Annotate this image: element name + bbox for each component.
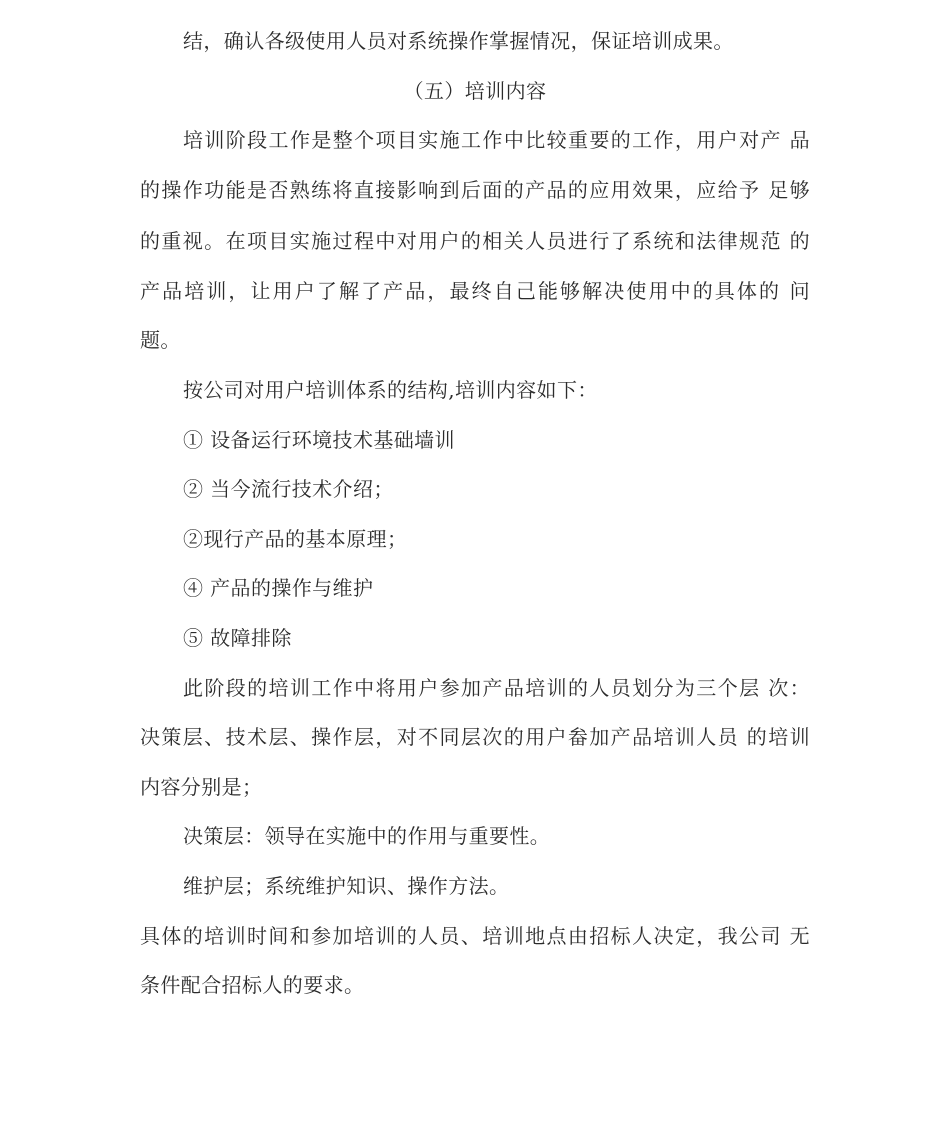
list-item: ① 设备运行环境技术基础墙训 [183, 428, 455, 452]
list-item: ④ 产品的操作与维护 [183, 576, 374, 600]
section-heading: （五）培训内容 [403, 79, 547, 103]
paragraph-line: 决策层、技术层、操作层，对不同层次的用户畚加产品培训人员 的培训 [140, 725, 810, 749]
list-item: ②现行产品的基本原理； [183, 527, 408, 551]
paragraph-line: 产品培训，让用户了解了产品，最终自己能够解决使用中的具体的 问 [140, 279, 810, 303]
paragraph-line: 决策层：领导在实施中的作用与重要性。 [183, 824, 551, 848]
paragraph-line: 按公司对用户培训体系的结构,培训内容如下： [183, 378, 598, 402]
paragraph-line: 具体的培训时间和参加培训的人员、培训地点由招标人决定，我公司 无 [140, 924, 810, 948]
paragraph-line: 的重视。在项目实施过程中对用户的相关人员进行了系统和法律规范 的 [140, 229, 810, 253]
paragraph-line: 维护层；系统维护知识、操作方法。 [183, 874, 510, 898]
paragraph-line: 的操作功能是否熟练将直接影响到后面的产品的应用效果，应给予 足够 [140, 178, 810, 202]
paragraph-line: 内容分别是； [140, 775, 263, 799]
paragraph-line: 题。 [140, 328, 181, 352]
paragraph-line: 培训阶段工作是整个项目实施工作中比较重要的工作，用户对产 品 [183, 128, 810, 152]
list-item: ② 当今流行技术介绍； [183, 477, 394, 501]
paragraph-line: 此阶段的培训工作中将用户参加产品培训的人员划分为三个层 次： [183, 676, 810, 700]
paragraph-line: 条件配合招标人的要求。 [140, 973, 365, 997]
list-item: ⑤ 故障排除 [183, 626, 292, 650]
paragraph-line: 结，确认各级使用人员对系统操作掌握情况，保证培训成果。 [183, 29, 734, 53]
